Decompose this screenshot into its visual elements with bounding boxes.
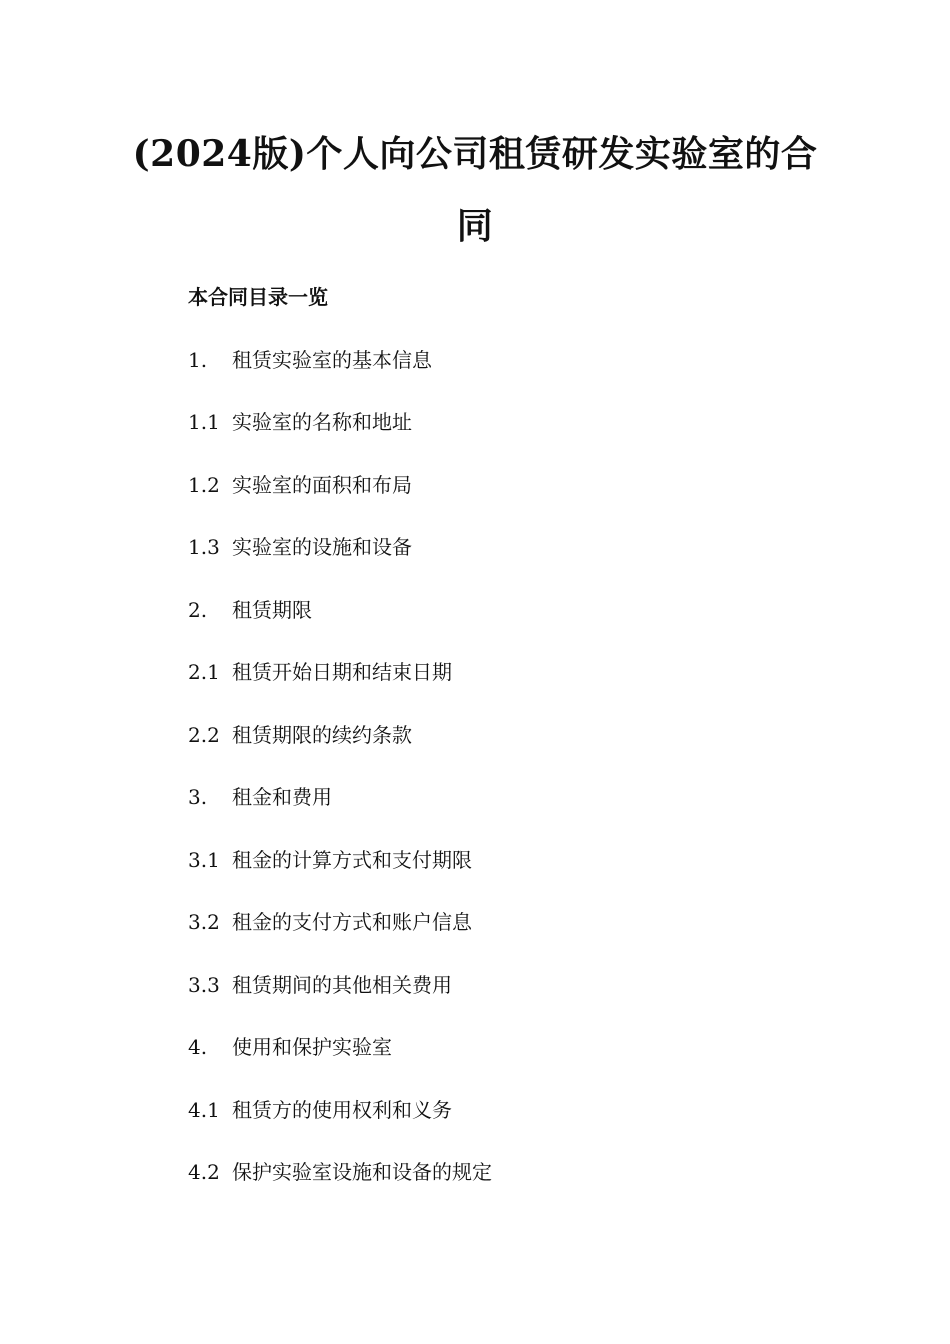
toc-item-text: 租赁实验室的基本信息 (232, 347, 432, 372)
toc-item-number: 4.2 (188, 1160, 220, 1184)
toc-item (188, 780, 828, 843)
toc-item-number: 3.1 (188, 847, 220, 872)
toc-item (188, 1030, 828, 1093)
toc-item-text: 使用和保护实验室 (232, 1035, 392, 1059)
table-of-contents (188, 280, 828, 1218)
toc-item-text: 租金和费用 (232, 785, 332, 809)
toc-item-text: 租赁期间的其他相关费用 (232, 972, 452, 997)
toc-heading: 本合同目录一览 (188, 285, 328, 309)
toc-item (188, 905, 828, 968)
toc-item-number: 2.1 (188, 660, 220, 684)
toc-item (188, 843, 828, 906)
toc-item (188, 468, 828, 531)
toc-item-text: 租金的计算方式和支付期限 (232, 847, 472, 872)
toc-item-text: 租赁开始日期和结束日期 (232, 660, 452, 684)
toc-item (188, 968, 828, 1031)
toc-item-number: 3. (188, 785, 208, 809)
document-title: (2024版)个人向公司租赁研发实验室的合同 (132, 133, 818, 247)
toc-item-number: 4.1 (188, 1097, 220, 1122)
toc-item (188, 593, 828, 656)
toc-item-number: 3.2 (188, 910, 220, 934)
toc-item-text: 实验室的面积和布局 (232, 472, 412, 497)
toc-item-text: 租赁期限 (232, 597, 312, 622)
toc-item (188, 1093, 828, 1156)
toc-item-text: 租赁期限的续约条款 (232, 722, 412, 747)
toc-item-text: 保护实验室设施和设备的规定 (232, 1160, 492, 1184)
toc-item-number: 2. (188, 597, 208, 622)
toc-item-number: 1.3 (188, 535, 220, 559)
toc-item-text: 租金的支付方式和账户信息 (232, 910, 472, 934)
toc-item-text: 实验室的设施和设备 (232, 535, 412, 559)
toc-item-text: 租赁方的使用权利和义务 (232, 1097, 452, 1122)
toc-item-number: 1. (188, 347, 208, 372)
toc-item-number: 3.3 (188, 972, 220, 997)
toc-item-number: 4. (188, 1035, 208, 1059)
toc-item (188, 1155, 828, 1218)
toc-item-number: 1.1 (188, 410, 220, 434)
toc-item (188, 655, 828, 718)
toc-item (188, 530, 828, 593)
toc-item (188, 343, 828, 406)
toc-item-number: 2.2 (188, 722, 220, 747)
toc-item (188, 718, 828, 781)
toc-item (188, 405, 828, 468)
toc-item-text: 实验室的名称和地址 (232, 410, 412, 434)
toc-item-number: 1.2 (188, 472, 220, 497)
